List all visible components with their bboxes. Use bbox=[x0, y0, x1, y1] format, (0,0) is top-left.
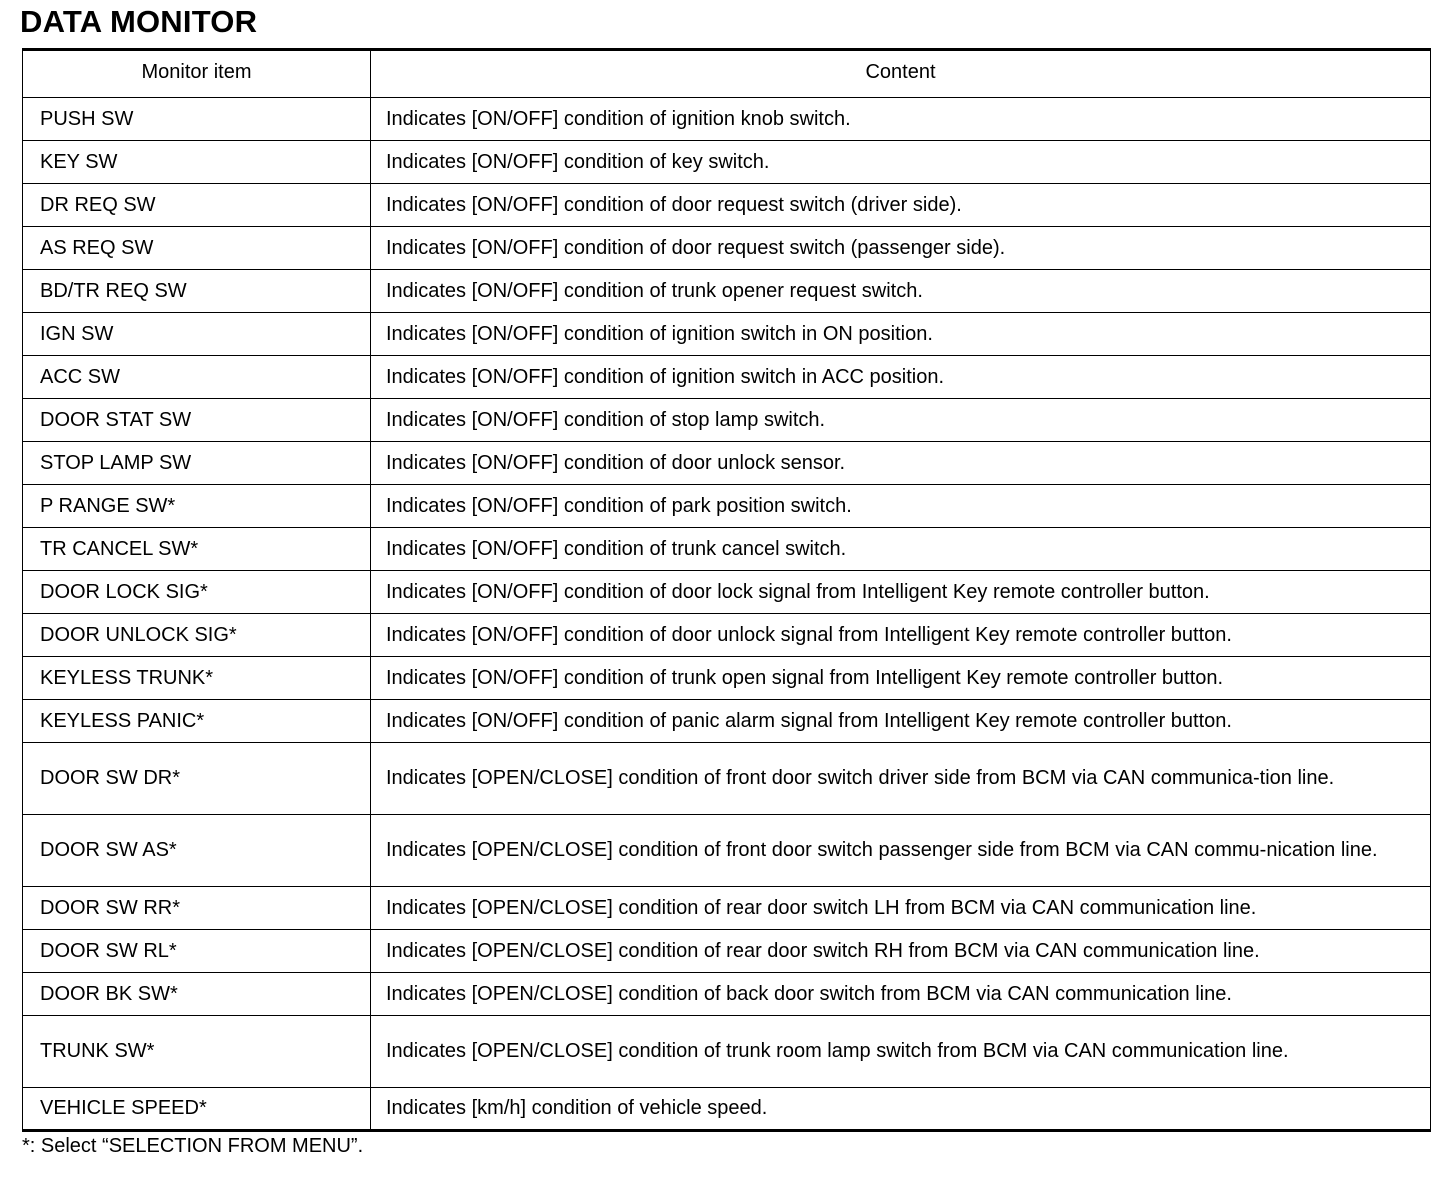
monitor-item-cell: DOOR BK SW* bbox=[23, 973, 371, 1016]
content-cell: Indicates [ON/OFF] condition of panic alarm signal from Intelligent Key remote controller button. bbox=[371, 700, 1431, 743]
column-header-content: Content bbox=[371, 50, 1431, 98]
content-cell: Indicates [ON/OFF] condition of door lock signal from Intelligent Key remote controller button. bbox=[371, 571, 1431, 614]
table-row bbox=[23, 1088, 1431, 1131]
monitor-item-cell: STOP LAMP SW bbox=[23, 442, 371, 485]
content-cell: Indicates [ON/OFF] condition of ignition knob switch. bbox=[371, 98, 1431, 141]
content-cell: Indicates [OPEN/CLOSE] condition of trunk room lamp switch from BCM via CAN communication line. bbox=[371, 1016, 1431, 1088]
footnote: *: Select “SELECTION FROM MENU”. bbox=[22, 1135, 364, 1157]
monitor-item-cell: TR CANCEL SW* bbox=[23, 528, 371, 571]
table-row bbox=[23, 815, 1431, 887]
monitor-item-cell: DOOR UNLOCK SIG* bbox=[23, 614, 371, 657]
table-row bbox=[23, 270, 1431, 313]
table-row bbox=[23, 571, 1431, 614]
monitor-item-cell: IGN SW bbox=[23, 313, 371, 356]
table-row bbox=[23, 743, 1431, 815]
content-cell: Indicates [ON/OFF] condition of park position switch. bbox=[371, 485, 1431, 528]
page-title: DATA MONITOR bbox=[20, 4, 258, 39]
table-row bbox=[23, 184, 1431, 227]
content-cell: Indicates [ON/OFF] condition of door request switch (driver side). bbox=[371, 184, 1431, 227]
content-cell: Indicates [ON/OFF] condition of stop lamp switch. bbox=[371, 399, 1431, 442]
content-cell: Indicates [OPEN/CLOSE] condition of front door switch passenger side from BCM via CAN commu-nication line. bbox=[371, 815, 1431, 887]
monitor-item-cell: DOOR STAT SW bbox=[23, 399, 371, 442]
table-row bbox=[23, 657, 1431, 700]
monitor-item-cell: P RANGE SW* bbox=[23, 485, 371, 528]
monitor-item-cell: KEY SW bbox=[23, 141, 371, 184]
monitor-item-cell: DR REQ SW bbox=[23, 184, 371, 227]
monitor-item-cell: DOOR LOCK SIG* bbox=[23, 571, 371, 614]
table-header-row bbox=[23, 50, 1431, 98]
content-cell: Indicates [OPEN/CLOSE] condition of rear door switch LH from BCM via CAN communication line. bbox=[371, 887, 1431, 930]
table-row bbox=[23, 399, 1431, 442]
table-row bbox=[23, 141, 1431, 184]
monitor-item-cell: TRUNK SW* bbox=[23, 1016, 371, 1088]
content-cell: Indicates [ON/OFF] condition of door unlock sensor. bbox=[371, 442, 1431, 485]
monitor-item-cell: DOOR SW DR* bbox=[23, 743, 371, 815]
table-row bbox=[23, 227, 1431, 270]
monitor-item-cell: DOOR SW RL* bbox=[23, 930, 371, 973]
content-cell: Indicates [ON/OFF] condition of ignition switch in ON position. bbox=[371, 313, 1431, 356]
content-cell: Indicates [OPEN/CLOSE] condition of front door switch driver side from BCM via CAN communica-tion line. bbox=[371, 743, 1431, 815]
data-monitor-table-container bbox=[22, 48, 1430, 1132]
monitor-item-cell: ACC SW bbox=[23, 356, 371, 399]
monitor-item-cell: DOOR SW AS* bbox=[23, 815, 371, 887]
content-cell: Indicates [OPEN/CLOSE] condition of rear door switch RH from BCM via CAN communication line. bbox=[371, 930, 1431, 973]
monitor-item-cell: VEHICLE SPEED* bbox=[23, 1088, 371, 1131]
table-row bbox=[23, 528, 1431, 571]
monitor-item-cell: KEYLESS TRUNK* bbox=[23, 657, 371, 700]
monitor-item-cell: AS REQ SW bbox=[23, 227, 371, 270]
content-cell: Indicates [ON/OFF] condition of door unlock signal from Intelligent Key remote controller button. bbox=[371, 614, 1431, 657]
content-cell: Indicates [ON/OFF] condition of trunk opener request switch. bbox=[371, 270, 1431, 313]
table-row bbox=[23, 1016, 1431, 1088]
table-row bbox=[23, 442, 1431, 485]
monitor-item-cell: PUSH SW bbox=[23, 98, 371, 141]
data-monitor-table bbox=[22, 48, 1431, 1132]
table-row bbox=[23, 485, 1431, 528]
table-row bbox=[23, 973, 1431, 1016]
content-cell: Indicates [ON/OFF] condition of ignition switch in ACC position. bbox=[371, 356, 1431, 399]
table-row bbox=[23, 930, 1431, 973]
table-row bbox=[23, 614, 1431, 657]
column-header-monitor-item: Monitor item bbox=[23, 50, 371, 98]
table-row bbox=[23, 313, 1431, 356]
content-cell: Indicates [ON/OFF] condition of door request switch (passenger side). bbox=[371, 227, 1431, 270]
content-cell: Indicates [ON/OFF] condition of trunk open signal from Intelligent Key remote controller button. bbox=[371, 657, 1431, 700]
table-row bbox=[23, 98, 1431, 141]
monitor-item-cell: KEYLESS PANIC* bbox=[23, 700, 371, 743]
monitor-item-cell: BD/TR REQ SW bbox=[23, 270, 371, 313]
table-row bbox=[23, 700, 1431, 743]
table-row bbox=[23, 887, 1431, 930]
table-row bbox=[23, 356, 1431, 399]
monitor-item-cell: DOOR SW RR* bbox=[23, 887, 371, 930]
content-cell: Indicates [OPEN/CLOSE] condition of back door switch from BCM via CAN communication line. bbox=[371, 973, 1431, 1016]
content-cell: Indicates [ON/OFF] condition of trunk cancel switch. bbox=[371, 528, 1431, 571]
content-cell: Indicates [ON/OFF] condition of key switch. bbox=[371, 141, 1431, 184]
content-cell: Indicates [km/h] condition of vehicle speed. bbox=[371, 1088, 1431, 1131]
